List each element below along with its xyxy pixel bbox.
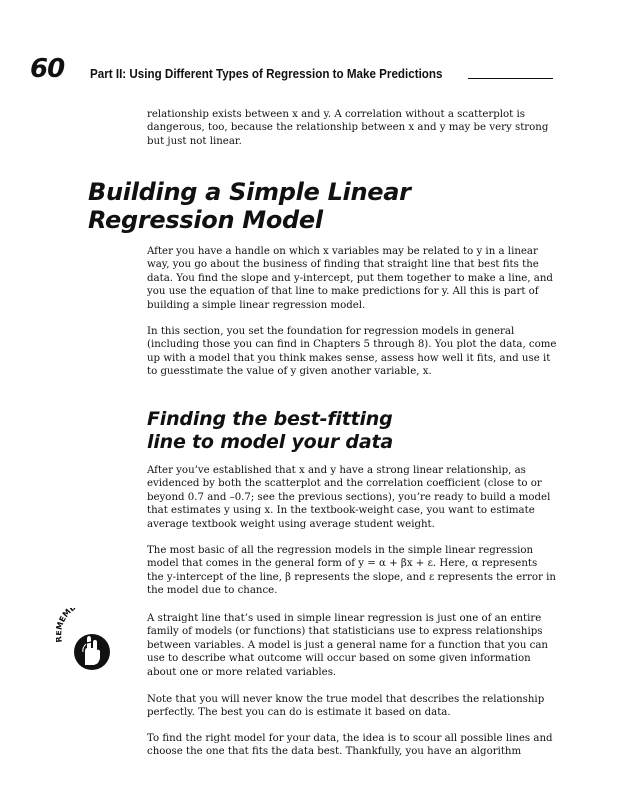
paragraph-building-model: After you have a handle on which x variables may be related to y in a linear way, you go about the business of finding that straight line that best fits the data. You find the slope and y-intercept, put them together to make a line, and you use the equation of that line to make predictions for y. All this is part of building a simple linear regression model. xyxy=(147,246,553,311)
section-heading xyxy=(88,178,508,234)
remember-icon-graphic xyxy=(56,608,128,676)
paragraph-family-of-models: A straight line that’s used in simple linear regression is just one of an entire family of models (or functions) that statisticians use to express relationships between variables. A model is just a general name for a function that you can use to describe what outcome will occur based on some given information about one or more related variables. xyxy=(147,613,548,678)
page-number: 60 xyxy=(30,54,65,84)
header-rule xyxy=(468,78,553,79)
paragraph-section-foundation: In this section, you set the foundation for regression models in general (including those you can find in Chapters 5 through 8). You plot the data, come up with a model that you think makes sense, assess how well it fits, and use it to guesstimate the value of y given another variable, x. xyxy=(147,326,557,378)
subsection-heading-line1: Finding the best-fitting xyxy=(147,408,393,430)
section-heading-line2: Regression Model xyxy=(88,206,323,234)
subsection-heading xyxy=(147,408,567,454)
section-heading-line1: Building a Simple Linear xyxy=(88,178,411,206)
paragraph-find-right-model: To find the right model for your data, the idea is to scour all possible lines and choose the one that fits the data best. Thankfully, you have an algorithm xyxy=(147,733,553,758)
paragraph-intro: relationship exists between x and y. A correlation without a scatterplot is dangerous, too, because the relationship between x and y may be very strong but just not linear. xyxy=(147,109,549,147)
paragraph-true-model: Note that you will never know the true model that describes the relationship perfectly. The best you can do is estimate it based on data. xyxy=(147,694,545,719)
subsection-heading-line2: line to model your data xyxy=(147,431,393,453)
paragraph-estimate-model: After you’ve established that x and y have a strong linear relationship, as evidenced by both the scatterplot and the correlation coefficient (close to or beyond 0.7 and –0.7; see the previous sections), you’re ready to build a model that estimates y using x. In the textbook-weight case, you want to estimate average textbook weight using average student weight. xyxy=(147,465,551,530)
remember-icon-label: EM xyxy=(57,608,73,624)
page-header xyxy=(30,54,553,84)
running-head: Part II: Using Different Types of Regression to Make Predictions xyxy=(90,67,443,81)
paragraph-basic-model: The most basic of all the regression models in the simple linear regression model that comes in the general form of y = α + βx + ε. Here, α represents the y-intercept of the line, β represents the slope, and ε represents the error in the model due to chance. xyxy=(147,545,556,597)
remember-icon-string xyxy=(87,642,92,643)
remember-icon xyxy=(56,608,128,676)
